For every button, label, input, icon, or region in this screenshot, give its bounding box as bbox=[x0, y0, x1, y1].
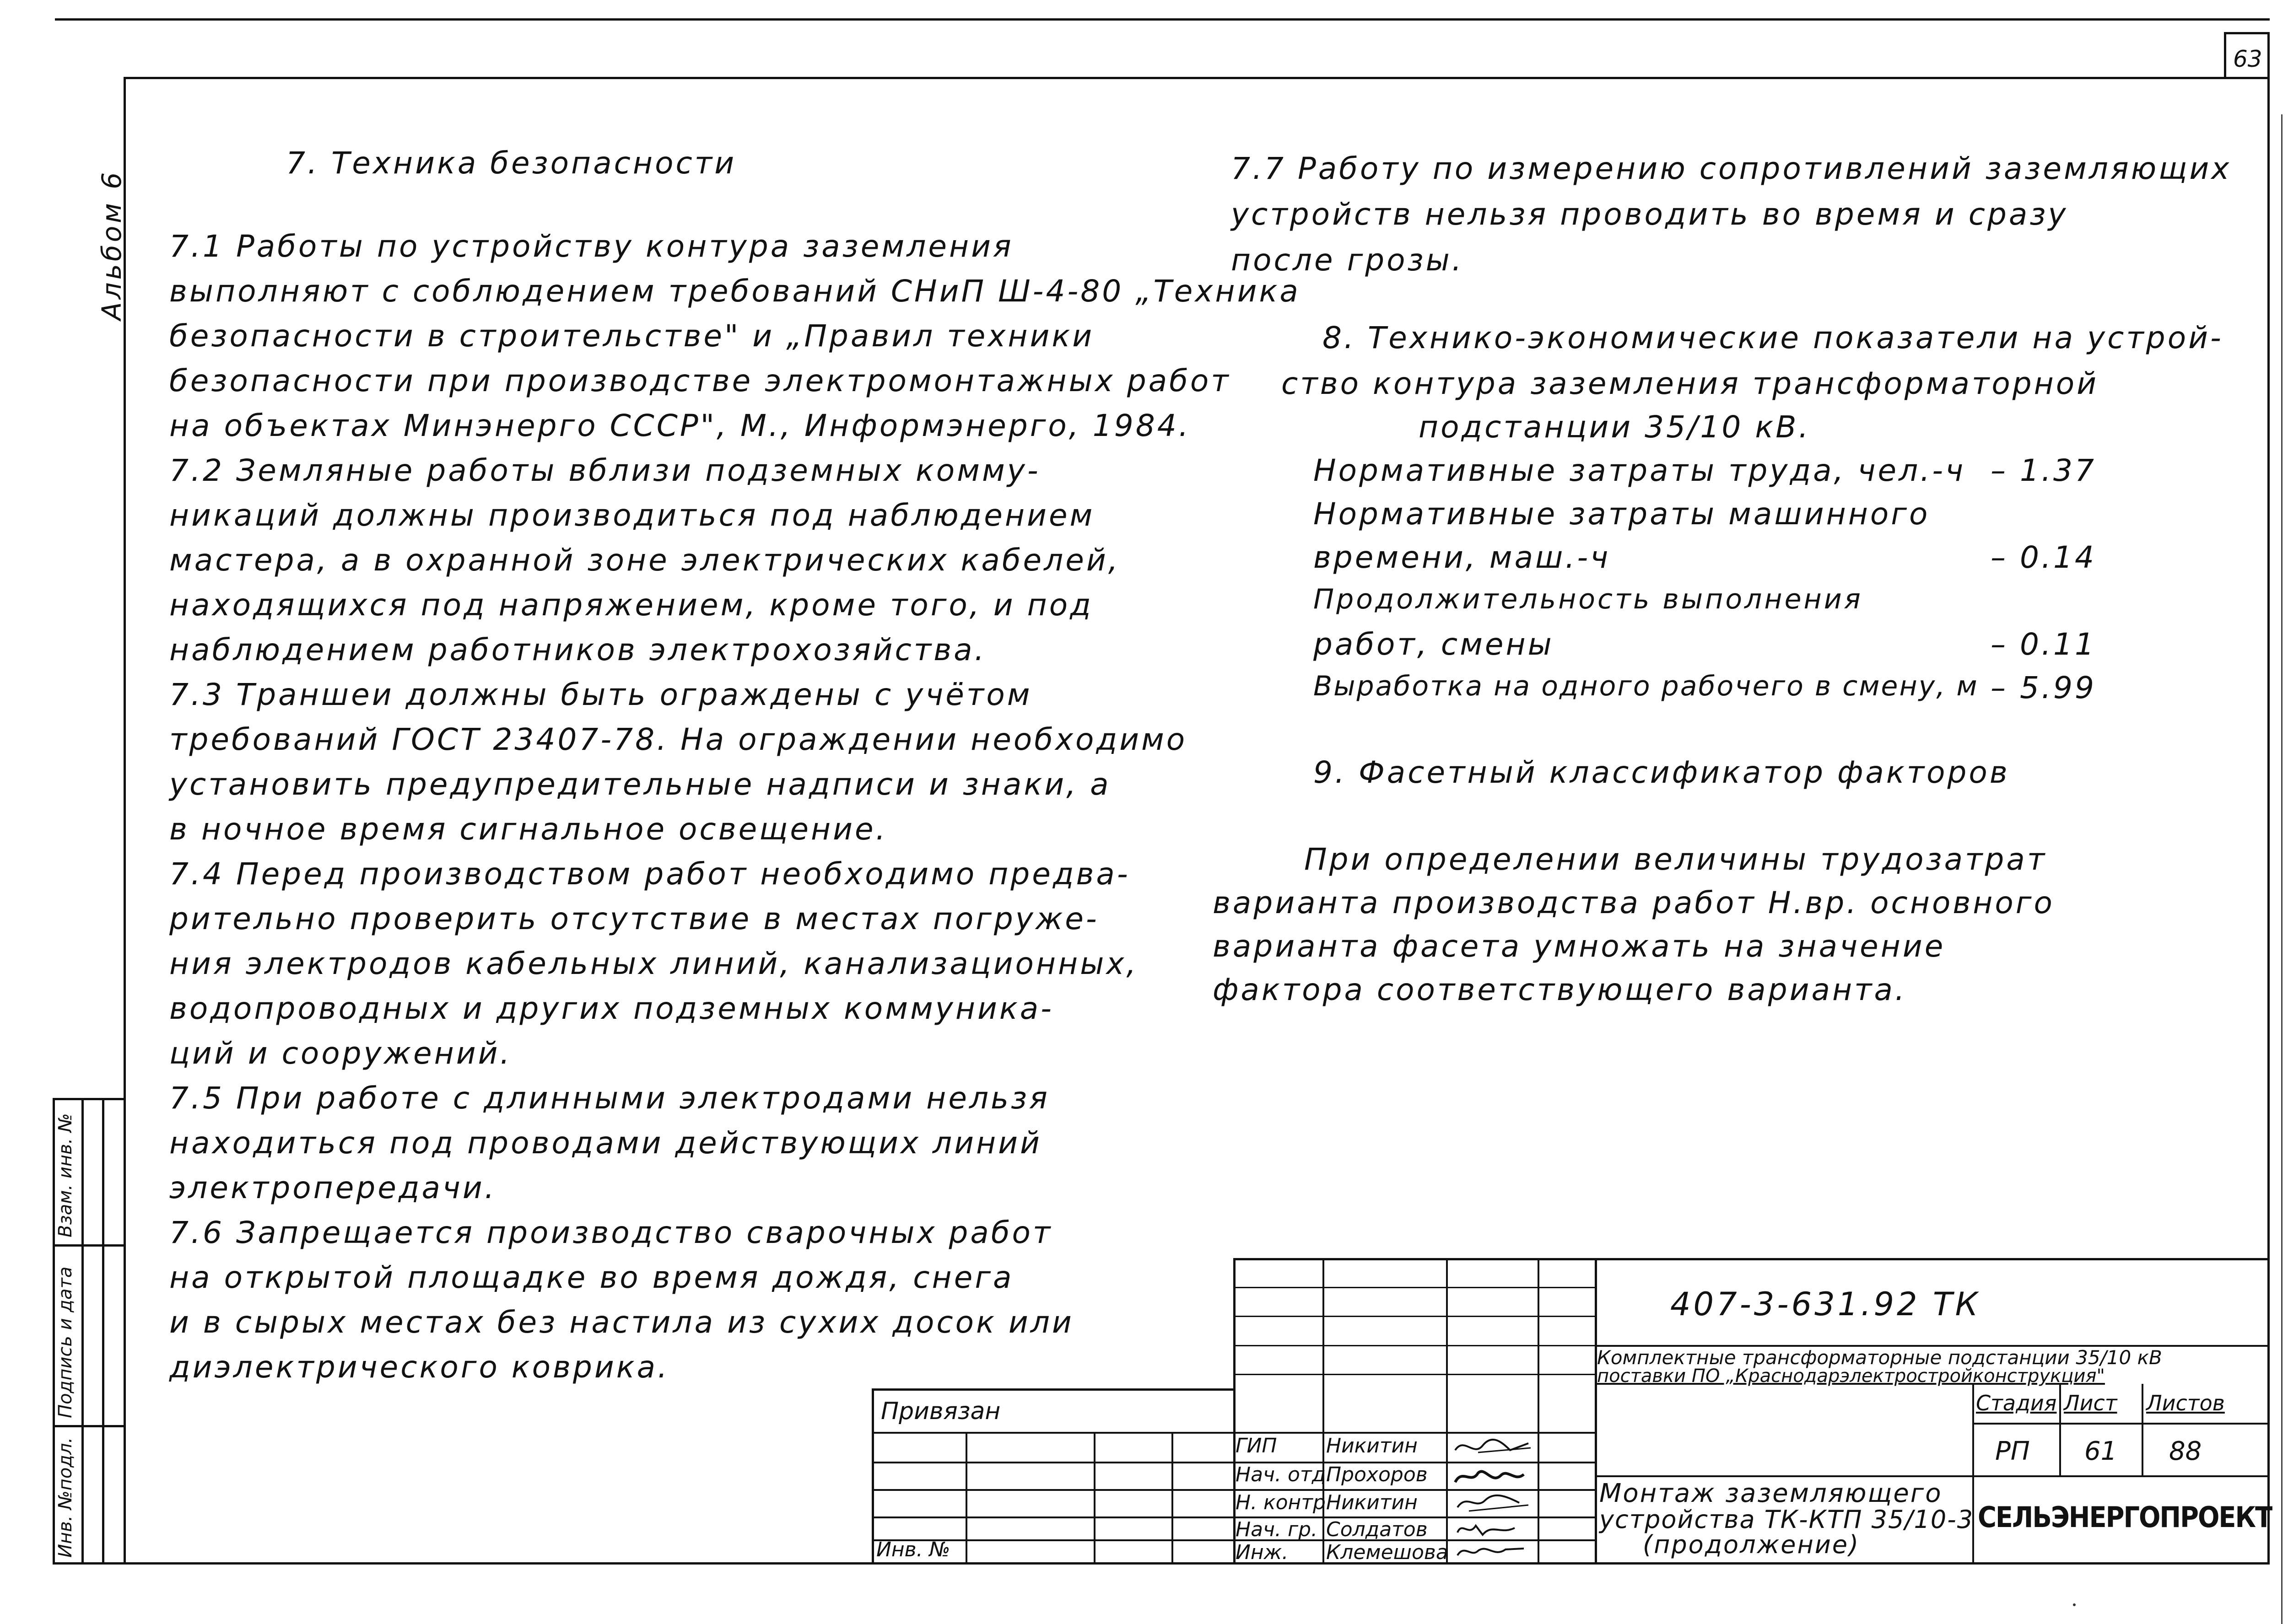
role-2: Нач. отд. bbox=[1236, 1463, 1332, 1486]
tb-col-a bbox=[966, 1432, 967, 1565]
tb-stage-col-2 bbox=[2142, 1384, 2143, 1475]
section-8-title-2: ство контура заземления трансформаторной bbox=[1281, 366, 2099, 401]
margin-signature-date: Подпись и дата bbox=[55, 1266, 76, 1418]
tb-stage-col-left bbox=[1972, 1384, 1974, 1475]
role-4: Нач. гр. bbox=[1236, 1518, 1318, 1541]
margin-stamp-hline-1 bbox=[53, 1098, 126, 1100]
project-title-line-1: Комплектные трансформаторные подстанции 35/10 кВ bbox=[1597, 1346, 2162, 1369]
tb-row-2 bbox=[1233, 1316, 1597, 1317]
name-5: Клемешова bbox=[1326, 1541, 1448, 1564]
name-1: Никитин bbox=[1326, 1434, 1418, 1457]
tb-col-c bbox=[1171, 1432, 1173, 1565]
top-border-line bbox=[55, 18, 2270, 21]
doc-code: 407-3-631.92 ТК bbox=[1670, 1285, 1981, 1323]
left-line-26: диэлектрического коврика. bbox=[169, 1350, 670, 1385]
indicator-label-2: Нормативные затраты машинного bbox=[1313, 496, 1930, 532]
tb-row-1 bbox=[1233, 1287, 1597, 1288]
sheet-value: 61 bbox=[2084, 1436, 2117, 1466]
privyazan-label: Привязан bbox=[881, 1398, 1001, 1425]
indicator-label-5: работ, смены bbox=[1313, 627, 1554, 662]
role-1: ГИП bbox=[1236, 1434, 1277, 1457]
indicator-value-5: – 0.11 bbox=[1991, 627, 2096, 662]
indicator-value-3: – 0.14 bbox=[1991, 540, 2096, 575]
tb-col-e bbox=[1446, 1258, 1448, 1565]
project-title-line-2: поставки ПО „Краснодарэлектростройконструкция" bbox=[1597, 1366, 2105, 1387]
signature-5 bbox=[1451, 1539, 1535, 1565]
left-line-12: требований ГОСТ 23407-78. На ограждении необходимо bbox=[169, 722, 1187, 757]
left-line-19: ций и сооружений. bbox=[169, 1036, 512, 1071]
left-line-10: наблюдением работников электрохозяйства. bbox=[169, 632, 987, 667]
sheet-label: Лист bbox=[2064, 1391, 2117, 1415]
indicator-label-1: Нормативные затраты труда, чел.-ч bbox=[1313, 453, 1966, 488]
frame-top bbox=[124, 77, 2270, 79]
left-line-20: 7.5 При работе с длинными электродами нельзя bbox=[169, 1081, 1050, 1116]
left-line-2: выполняют с соблюдением требований СНиП Ш-4-80 „Техника bbox=[169, 274, 1300, 309]
left-line-3: безопасности в строительстве" и „Правил техники bbox=[169, 318, 1095, 354]
tb-col-d bbox=[1322, 1258, 1324, 1565]
margin-stamp-vline-3 bbox=[102, 1098, 104, 1565]
margin-stamp-hline-3 bbox=[53, 1425, 126, 1427]
section-7-title: 7. Техника безопасности bbox=[286, 145, 737, 181]
left-line-14: в ночное время сигнальное освещение. bbox=[169, 812, 888, 847]
left-line-24: на открытой площадке во время дождя, снега bbox=[169, 1260, 1014, 1295]
p77-line-3: после грозы. bbox=[1231, 242, 1464, 278]
left-line-16: рительно проверить отсутствие в местах погруже- bbox=[169, 901, 1099, 936]
indicator-label-6: Выработка на одного рабочего в смену, м bbox=[1313, 670, 1979, 702]
page-number-box-top bbox=[2224, 32, 2270, 34]
indicator-label-4: Продолжительность выполнения bbox=[1313, 583, 1863, 615]
margin-inv-podl: Инв. №подл. bbox=[55, 1437, 76, 1558]
p9-line-4: фактора соответствующего варианта. bbox=[1213, 972, 1907, 1007]
album-label: Альбом 6 bbox=[96, 169, 127, 320]
stage-value: РП bbox=[1995, 1436, 2030, 1466]
p77-line-2: устройств нельзя проводить во время и сразу bbox=[1231, 197, 2068, 232]
right-edge-thin bbox=[2281, 114, 2283, 1624]
left-line-23: 7.6 Запрещается производство сварочных работ bbox=[169, 1215, 1053, 1250]
left-line-5: на объектах Минэнерго СССР", М., Информэнерго, 1984. bbox=[169, 408, 1191, 443]
signature-1 bbox=[1451, 1432, 1535, 1462]
margin-vzam-inv: Взам. инв. № bbox=[55, 1113, 76, 1237]
left-line-8: мастера, а в охранной зоне электрических кабелей, bbox=[169, 543, 1120, 578]
signature-3 bbox=[1451, 1489, 1535, 1516]
tb-privyazan-top bbox=[872, 1388, 1236, 1391]
section-8-title-3: подстанции 35/10 кВ. bbox=[1419, 409, 1811, 445]
left-line-13: установить предупредительные надписи и знаки, а bbox=[169, 767, 1111, 802]
p77-line-1: 7.7 Работу по измерению сопротивлений заземляющих bbox=[1231, 151, 2232, 186]
tb-privyazan-left bbox=[872, 1388, 874, 1565]
section-8-title-1: 8. Технико-экономические показатели на устрой- bbox=[1322, 320, 2223, 355]
name-2: Прохоров bbox=[1326, 1463, 1428, 1486]
left-line-4: безопасности при производстве электромонтажных работ bbox=[169, 363, 1231, 398]
left-line-11: 7.3 Траншеи должны быть ограждены с учётом bbox=[169, 677, 1032, 712]
left-line-1: 7.1 Работы по устройству контура заземления bbox=[169, 229, 1014, 264]
tb-stage-row bbox=[1972, 1423, 2270, 1425]
section-9-title: 9. Фасетный классификатор факторов bbox=[1313, 755, 2010, 790]
signature-2 bbox=[1451, 1462, 1535, 1491]
sheets-value: 88 bbox=[2169, 1436, 2202, 1466]
left-line-7: никаций должны производиться под наблюдением bbox=[169, 498, 1095, 533]
doc-title-line-3: (продолжение) bbox=[1643, 1530, 1860, 1559]
indicator-value-1: – 1.37 bbox=[1991, 453, 2096, 488]
left-line-15: 7.4 Перед производством работ необходимо предва- bbox=[169, 856, 1130, 892]
tb-stage-col-1 bbox=[2059, 1384, 2061, 1475]
signature-4 bbox=[1451, 1516, 1535, 1542]
margin-stamp-hline-2 bbox=[53, 1244, 126, 1247]
indicator-value-6: – 5.99 bbox=[1991, 670, 2096, 705]
left-line-17: ния электродов кабельных линий, канализационных, bbox=[169, 946, 1139, 981]
frame-right bbox=[2267, 32, 2270, 1565]
left-line-21: находиться под проводами действующих линий bbox=[169, 1125, 1042, 1161]
sheets-label: Листов bbox=[2146, 1391, 2225, 1415]
indicator-label-3: времени, маш.-ч bbox=[1313, 540, 1611, 575]
left-line-22: электропередачи. bbox=[169, 1170, 496, 1205]
doc-title-line-2: устройства ТК-КТП 35/10-3 bbox=[1599, 1505, 1974, 1534]
stray-dot bbox=[2073, 1603, 2076, 1606]
inv-no-label: Инв. № bbox=[876, 1538, 950, 1561]
name-3: Никитин bbox=[1326, 1491, 1418, 1514]
stage-label: Стадия bbox=[1976, 1391, 2057, 1415]
role-3: Н. контр bbox=[1236, 1491, 1326, 1514]
left-line-6: 7.2 Земляные работы вблизи подземных комму- bbox=[169, 453, 1041, 488]
tb-col-g bbox=[1595, 1258, 1597, 1565]
page-number: 63 bbox=[2233, 46, 2262, 72]
role-5: Инж. bbox=[1236, 1541, 1289, 1564]
frame-bottom bbox=[53, 1562, 2270, 1565]
doc-title-line-1: Монтаж заземляющего bbox=[1599, 1479, 1943, 1508]
name-4: Солдатов bbox=[1326, 1518, 1428, 1541]
p9-line-3: варианта фасета умножать на значение bbox=[1213, 929, 1946, 964]
p9-line-2: варианта производства работ Н.вр. основного bbox=[1213, 885, 2055, 920]
organization-name: СЕЛЬЭНЕРГОПРОЕКТ bbox=[1978, 1500, 2272, 1534]
left-line-18: водопроводных и других подземных коммуника- bbox=[169, 991, 1054, 1026]
tb-col-f bbox=[1538, 1258, 1539, 1565]
tb-row-3 bbox=[1233, 1345, 1597, 1346]
page-number-box-left bbox=[2224, 32, 2226, 78]
margin-stamp-vline-2 bbox=[81, 1098, 84, 1565]
left-line-9: находящихся под напряжением, кроме того, и под bbox=[169, 587, 1093, 623]
p9-line-1: При определении величины трудозатрат bbox=[1304, 842, 2047, 877]
left-line-25: и в сырых местах без настила из сухих досок или bbox=[169, 1305, 1074, 1340]
tb-row-4 bbox=[1233, 1374, 1597, 1375]
tb-col-b bbox=[1094, 1432, 1095, 1565]
tb-top bbox=[1233, 1258, 2270, 1260]
tb-right-row-2 bbox=[1595, 1475, 2270, 1477]
